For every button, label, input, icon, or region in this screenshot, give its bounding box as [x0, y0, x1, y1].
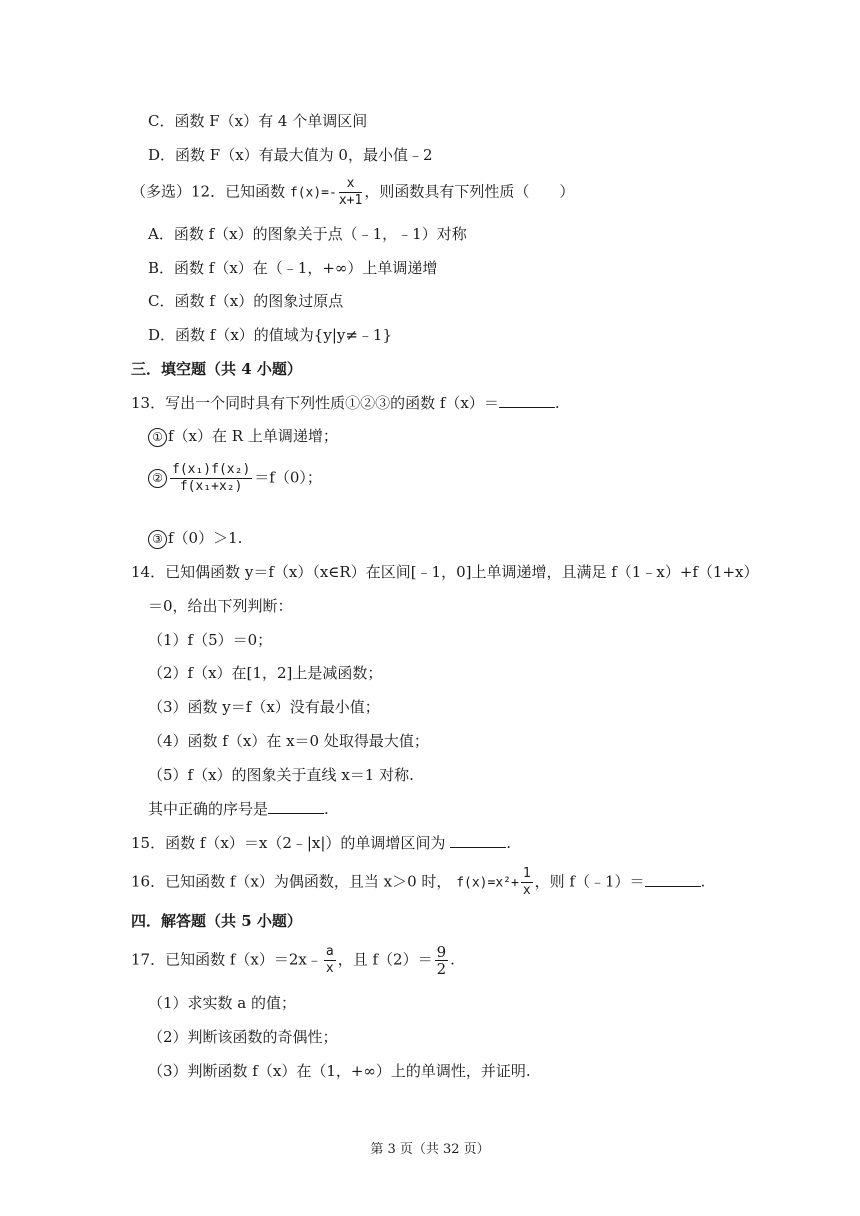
question-16 — [131, 866, 705, 899]
option-d-q12: D．函数 f（x）的值域为{y|y≠﹣1} — [148, 326, 393, 344]
q17-part-1: （1）求实数 a 的值； — [148, 994, 297, 1012]
q14-judgement-5: （5）f（x）的图象关于直线 x＝1 对称. — [148, 766, 414, 784]
q14-judgement-2: （2）f（x）在[1，2]上是减函数； — [148, 664, 383, 682]
q14-judgement-1: （1）f（5）＝0； — [148, 631, 273, 649]
q12-numerator: x — [339, 176, 362, 193]
q17-period: . — [450, 950, 455, 969]
question-12 — [131, 176, 574, 209]
q17-value-fraction — [435, 944, 449, 977]
q13-text: 13．写出一个同时具有下列性质①②③的函数 f（x）＝ — [131, 394, 499, 412]
q17-value-numerator: 9 — [436, 943, 447, 961]
q13-fraction — [170, 462, 252, 495]
q17-fraction — [324, 944, 336, 977]
q16-fraction — [521, 866, 533, 899]
q17-value-denominator: 2 — [436, 960, 447, 978]
q12-fraction — [339, 176, 362, 209]
q15-text: 15．函数 f（x）＝x（2﹣|x|）的单调增区间为 — [131, 834, 451, 852]
q17-denominator: x — [325, 961, 334, 976]
q15-answer-blank — [450, 833, 506, 848]
q15-period: . — [506, 834, 511, 852]
q16-answer-blank — [645, 872, 701, 887]
option-d-q11: D．函数 F（x）有最大值为 0，最小值﹣2 — [148, 146, 433, 164]
question-14-line-2: ＝0，给出下列判断： — [148, 597, 293, 615]
q12-prefix: （多选）12．已知函数 — [131, 182, 286, 201]
q13-property-2 — [148, 462, 322, 495]
q13-property-1-text: f（x）在 R 上单调递增； — [168, 427, 338, 445]
option-b-q12: B．函数 f（x）在（﹣1，+∞）上单调递增 — [148, 259, 438, 277]
q14-period: . — [324, 800, 329, 818]
q14-judgement-4: （4）函数 f（x）在 x＝0 处取得最大值； — [148, 732, 429, 750]
circled-1-marker: ① — [148, 428, 167, 447]
option-c-q11: C．函数 F（x）有 4 个单调区间 — [148, 112, 368, 130]
q13-denominator: f(x₁+x₂) — [179, 479, 243, 494]
q17-prefix: 17．已知函数 f（x）＝2x﹣ — [131, 950, 322, 969]
q12-formula-lhs: f(x)=- — [289, 185, 337, 201]
circled-2-marker: ② — [148, 469, 167, 488]
option-a-q12: A．函数 f（x）的图象关于点（﹣1，﹣1）对称 — [148, 225, 467, 243]
section-3-heading: 三．填空题（共 4 小题） — [131, 360, 302, 378]
q17-numerator: a — [325, 944, 334, 959]
question-14-line-1: 14．已知偶函数 y＝f（x）（x∈R）在区间[﹣1，0]上单调递增，且满足 f（1﹣x）+f（1+x） — [131, 563, 759, 581]
q16-period: . — [700, 872, 706, 891]
q14-answer-blank — [268, 799, 324, 814]
q17-part-2: （2）判断该函数的奇偶性； — [148, 1028, 338, 1046]
q16-numerator: 1 — [522, 866, 531, 881]
q16-prefix: 16．已知函数 f（x）为偶函数，且当 x＞0 时， — [131, 872, 452, 891]
q17-part-3: （3）判断函数 f（x）在（1，+∞）上的单调性，并证明. — [148, 1062, 531, 1080]
q14-judgement-3: （3）函数 y＝f（x）没有最小值； — [148, 698, 380, 716]
question-13 — [131, 392, 560, 414]
q12-suffix: ，则函数具有下列性质（ ） — [364, 182, 575, 201]
q13-answer-blank — [499, 393, 555, 408]
q13-property-3 — [148, 527, 242, 549]
q16-denominator: x — [522, 883, 531, 898]
q12-denominator: x+1 — [338, 193, 363, 208]
question-17 — [131, 944, 455, 977]
q13-property-1 — [148, 425, 338, 447]
q16-formula-lhs: f(x)=x²+ — [456, 875, 519, 891]
q16-suffix: ，则 f（﹣1）＝ — [534, 872, 645, 891]
q14-answer-text: 其中正确的序号是 — [148, 800, 269, 818]
q13-property-3-text: f（0）＞1. — [168, 529, 243, 547]
question-15 — [131, 832, 511, 854]
q14-answer-line — [148, 798, 329, 820]
q13-numerator: f(x₁)f(x₂) — [172, 462, 251, 477]
circled-3-marker: ③ — [148, 530, 167, 549]
q13-property-2-text: ＝f（0）； — [254, 468, 322, 487]
option-c-q12: C．函数 f（x）的图象过原点 — [148, 292, 344, 310]
section-4-heading: 四．解答题（共 5 小题） — [131, 912, 302, 930]
q13-period: . — [554, 394, 560, 412]
page-footer: 第 3 页（共 32 页） — [370, 1142, 490, 1157]
q17-middle: ，且 f（2）＝ — [337, 950, 433, 969]
